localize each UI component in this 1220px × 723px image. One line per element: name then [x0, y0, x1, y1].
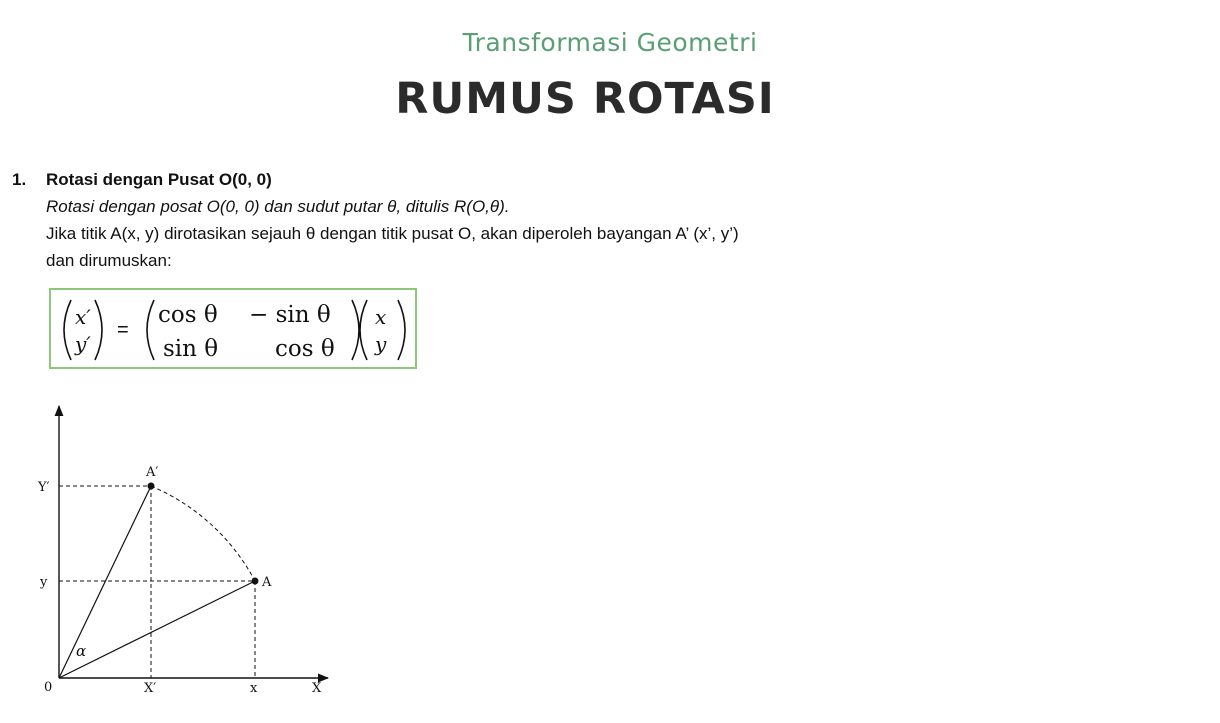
- lhs-top: x′: [75, 305, 91, 329]
- lhs-left-paren: [64, 300, 71, 360]
- matrix-m11: cos θ: [158, 302, 218, 328]
- point-a-dot: [252, 578, 259, 585]
- lhs-right-paren: [95, 300, 102, 360]
- x-prime-label: X′: [144, 681, 157, 696]
- matrix-m12: − sin θ: [249, 302, 331, 328]
- page-title: RUMUS ROTASI: [395, 74, 775, 124]
- equals-sign: =: [117, 319, 129, 341]
- matrix-m22: cos θ: [275, 336, 335, 362]
- section-heading: Rotasi dengan Pusat O(0, 0): [46, 170, 272, 189]
- rotation-arc: [151, 486, 255, 581]
- rotation-formula-box: [49, 288, 417, 369]
- vector-right-paren: [398, 300, 405, 360]
- section-number: 1.: [12, 170, 27, 189]
- explanation-line-2: dan dirumuskan:: [46, 251, 172, 270]
- y-prime-label: Y′: [38, 480, 50, 495]
- vector-left-paren: [360, 300, 367, 360]
- ray-to-a-prime: [59, 486, 151, 678]
- ray-to-a: [59, 581, 255, 678]
- matrix-right-paren: [352, 300, 359, 360]
- vector-top: x: [375, 305, 387, 329]
- x-axis-label: X: [312, 681, 322, 696]
- angle-label: α: [76, 642, 87, 660]
- point-a-label: A: [262, 575, 272, 590]
- y-label: y: [40, 575, 48, 590]
- vector-bottom: y: [375, 332, 387, 356]
- point-a-prime-dot: [148, 483, 155, 490]
- point-a-prime-label: A′: [146, 465, 159, 480]
- matrix-left-paren: [147, 300, 154, 360]
- rotation-diagram: [30, 396, 340, 705]
- matrix-m21: sin θ: [163, 336, 219, 362]
- page-subtitle: Transformasi Geometri: [462, 28, 758, 57]
- definition-line: Rotasi dengan posat O(0, 0) dan sudut putar θ, ditulis R(O,θ).: [46, 197, 510, 216]
- explanation-line: Jika titik A(x, y) dirotasikan sejauh θ dengan titik pusat O, akan diperoleh bayangan A’ (x’, y’): [46, 224, 739, 243]
- lhs-bottom: y′: [75, 332, 91, 356]
- origin-label: 0: [44, 680, 53, 695]
- x-label: x: [250, 681, 258, 696]
